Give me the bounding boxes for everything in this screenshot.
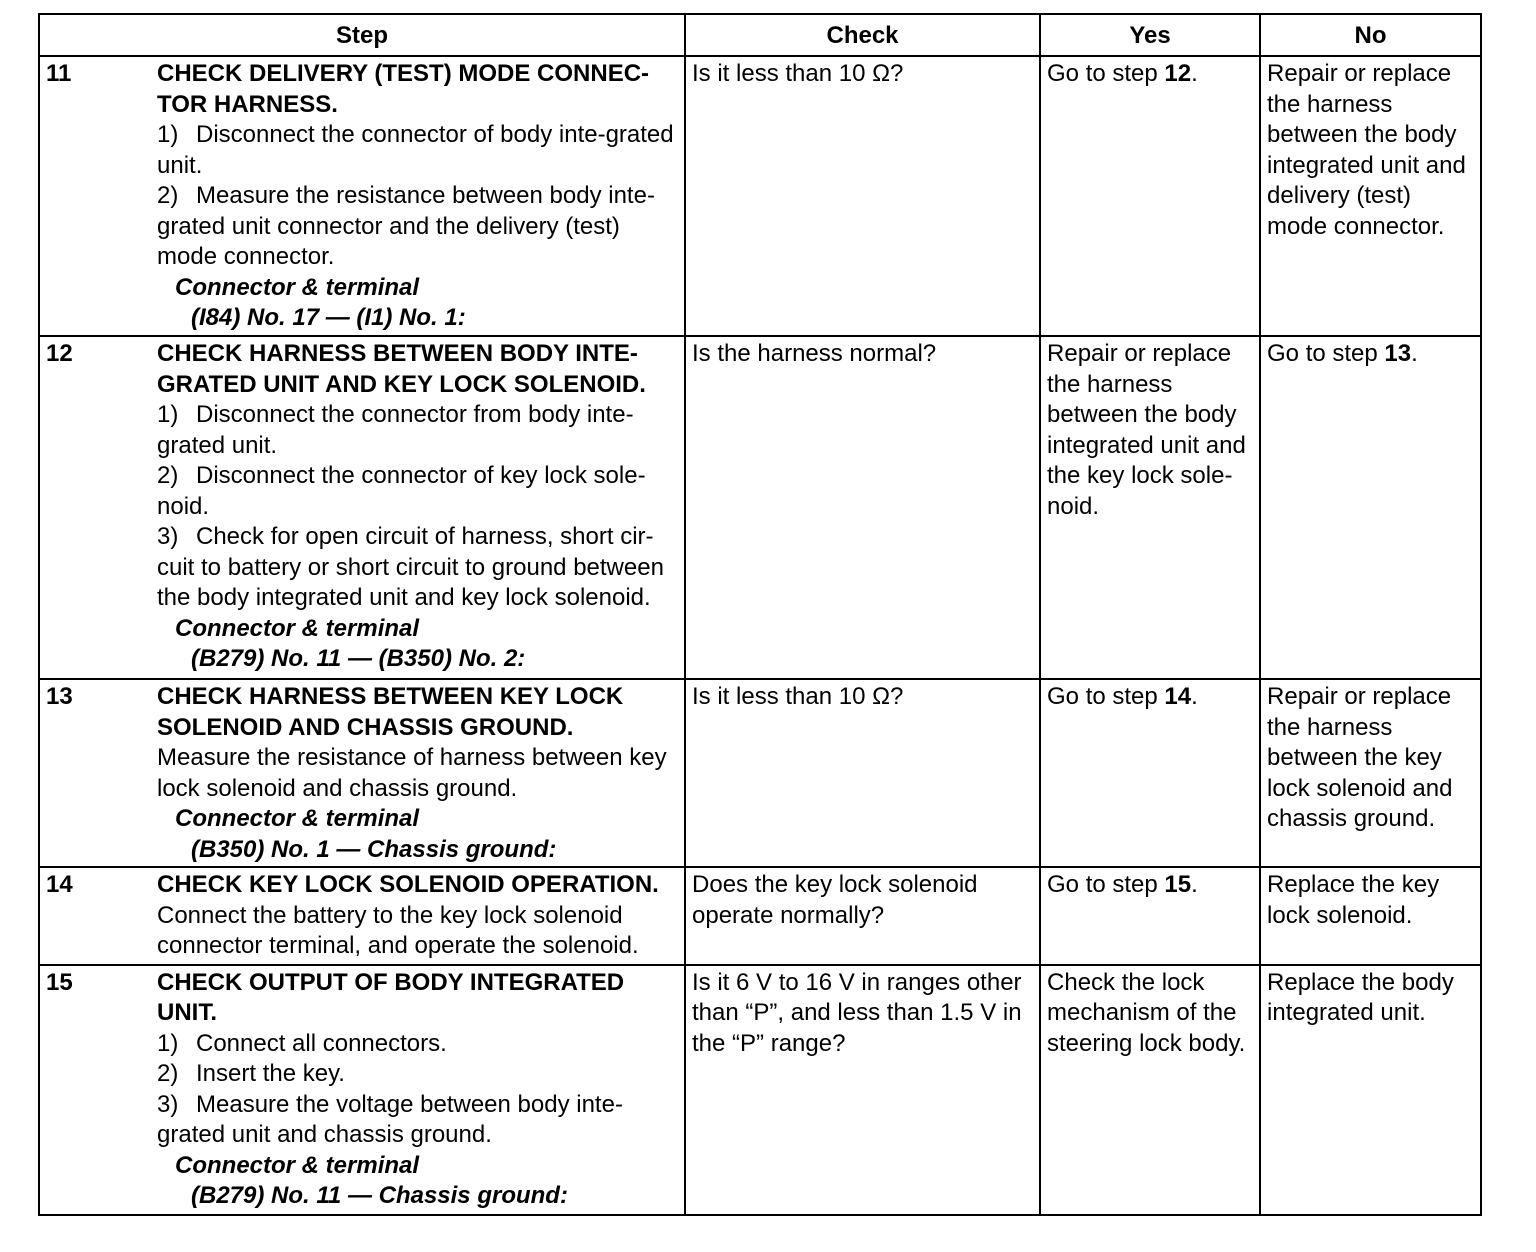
step-number: 14 xyxy=(39,867,157,964)
check-question: Does the key lock solenoid operate normally? xyxy=(685,867,1040,964)
step-instruction xyxy=(157,181,680,273)
instruction-text: Measure the resistance of harness between key lock solenoid and chassis ground. xyxy=(157,744,667,802)
connector-label: Connector & terminal xyxy=(175,614,420,642)
yes-text: Check the lock mechanism of the steering lock body. xyxy=(1047,968,1246,1057)
table-row xyxy=(39,679,1481,867)
step-description xyxy=(157,336,685,679)
check-question: Is it less than 10 Ω? xyxy=(685,56,1040,336)
terminal-spec: (B279) No. 11 — (B350) No. 2: xyxy=(191,645,526,673)
instruction-number: 3) xyxy=(157,523,179,551)
table-row xyxy=(39,965,1481,1215)
step-title: CHECK DELIVERY (TEST) MODE CONNEC-TOR HARNESS. xyxy=(157,60,650,118)
step-instruction xyxy=(157,1029,680,1060)
step-instruction xyxy=(157,1090,680,1151)
no-action xyxy=(1260,56,1481,336)
yes-text: Repair or replace the harness between the body integrated unit and the key lock sole-noid. xyxy=(1047,340,1246,520)
step-description xyxy=(157,679,685,867)
diagnostic-table xyxy=(38,13,1482,1216)
instruction-number: 1) xyxy=(157,1029,179,1057)
step-instruction xyxy=(157,743,680,804)
no-action xyxy=(1260,965,1481,1215)
yes-text: Go to step xyxy=(1047,60,1165,87)
instruction-text: Measure the resistance between body inte-grated unit connector and the delivery (test) mode connector. xyxy=(157,182,655,270)
yes-action xyxy=(1040,867,1260,964)
no-suffix: . xyxy=(1411,340,1418,368)
instruction-number: 2) xyxy=(157,462,179,490)
table-row xyxy=(39,867,1481,964)
step-instruction xyxy=(157,901,680,962)
instruction-text: Disconnect the connector from body inte-grated unit. xyxy=(157,401,634,459)
instruction-number: 1) xyxy=(157,121,179,148)
header-step: Step xyxy=(39,14,685,56)
yes-step-ref: 15 xyxy=(1164,871,1192,899)
table-row xyxy=(39,336,1481,679)
no-text: Repair or replace the harness between the body integrated unit and delivery (test) mode connector. xyxy=(1267,60,1466,240)
terminal-spec: (I84) No. 17 — (I1) No. 1: xyxy=(191,304,466,331)
yes-step-ref: 14 xyxy=(1164,683,1192,711)
header-row xyxy=(39,14,1481,56)
step-title: CHECK HARNESS BETWEEN BODY INTE-GRATED UNIT AND KEY LOCK SOLENOID. xyxy=(157,340,646,398)
no-action xyxy=(1260,867,1481,964)
step-instruction xyxy=(157,1059,680,1090)
yes-suffix: . xyxy=(1191,60,1198,87)
connector-label: Connector & terminal xyxy=(175,1151,420,1179)
step-instruction xyxy=(157,522,680,614)
no-text: Replace the key lock solenoid. xyxy=(1267,871,1440,929)
table-row xyxy=(39,56,1481,336)
instruction-number: 2) xyxy=(157,1060,179,1088)
instruction-text: Check for open circuit of harness, short cir-cuit to battery or short circuit to ground between the body integrated unit and key lock solenoid. xyxy=(157,523,664,612)
step-description xyxy=(157,867,685,964)
instruction-number: 2) xyxy=(157,182,179,209)
instruction-text: Connect the battery to the key lock solenoid connector terminal, and operate the solenoid. xyxy=(157,901,639,960)
step-number: 12 xyxy=(39,336,157,679)
yes-suffix: . xyxy=(1191,871,1198,899)
instruction-number: 3) xyxy=(157,1090,179,1118)
step-instruction xyxy=(157,400,680,461)
step-number: 13 xyxy=(39,679,157,867)
instruction-text: Disconnect the connector of key lock sole-noid. xyxy=(157,462,646,520)
yes-suffix: . xyxy=(1191,683,1198,711)
header-yes: Yes xyxy=(1040,14,1260,56)
yes-action xyxy=(1040,679,1260,867)
terminal-spec: (B350) No. 1 — Chassis ground: xyxy=(191,835,557,863)
step-title: CHECK KEY LOCK SOLENOID OPERATION. xyxy=(157,871,659,899)
yes-step-ref: 12 xyxy=(1164,60,1192,87)
step-number: 15 xyxy=(39,965,157,1215)
check-question: Is the harness normal? xyxy=(685,336,1040,679)
step-title: CHECK OUTPUT OF BODY INTEGRATED UNIT. xyxy=(157,968,625,1027)
step-description xyxy=(157,965,685,1215)
step-number: 11 xyxy=(39,56,157,336)
yes-text: Go to step xyxy=(1047,871,1165,899)
step-title: CHECK HARNESS BETWEEN KEY LOCK SOLENOID AND CHASSIS GROUND. xyxy=(157,683,624,741)
instruction-number: 1) xyxy=(157,401,179,429)
check-question: Is it 6 V to 16 V in ranges other than “P”, and less than 1.5 V in the “P” range? xyxy=(685,965,1040,1215)
header-check: Check xyxy=(685,14,1040,56)
instruction-text: Measure the voltage between body inte-grated unit and chassis ground. xyxy=(157,1090,623,1149)
yes-text: Go to step xyxy=(1047,683,1165,711)
header-no: No xyxy=(1260,14,1481,56)
connector-label: Connector & terminal xyxy=(175,805,420,833)
yes-action xyxy=(1040,965,1260,1215)
step-description xyxy=(157,56,685,336)
connector-label: Connector & terminal xyxy=(175,273,420,301)
no-action xyxy=(1260,336,1481,679)
no-text: Replace the body integrated unit. xyxy=(1267,968,1454,1027)
yes-action xyxy=(1040,336,1260,679)
check-question: Is it less than 10 Ω? xyxy=(685,679,1040,867)
no-action xyxy=(1260,679,1481,867)
terminal-spec: (B279) No. 11 — Chassis ground: xyxy=(191,1182,568,1210)
no-text: Go to step xyxy=(1267,340,1385,368)
no-text: Repair or replace the harness between the key lock solenoid and chassis ground. xyxy=(1267,683,1453,833)
no-step-ref: 13 xyxy=(1384,340,1412,368)
step-instruction xyxy=(157,461,680,522)
yes-action xyxy=(1040,56,1260,336)
step-instruction xyxy=(157,120,680,181)
instruction-text: Insert the key. xyxy=(196,1060,345,1088)
instruction-text: Disconnect the connector of body inte-grated unit. xyxy=(157,121,674,179)
instruction-text: Connect all connectors. xyxy=(196,1029,447,1057)
